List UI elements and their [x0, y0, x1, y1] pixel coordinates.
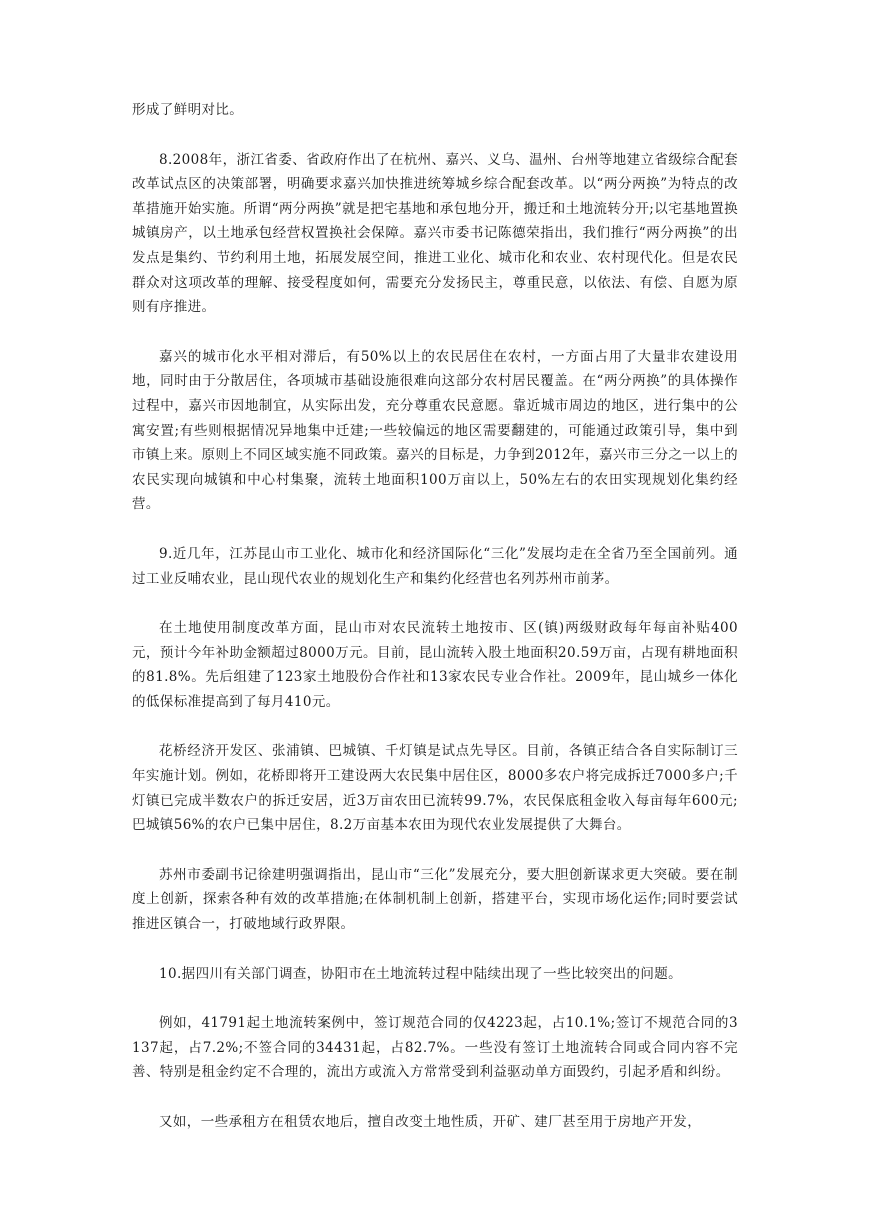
paragraph-item-9: 9.近几年，江苏昆山市工业化、城市化和经济国际化“三化”发展均走在全省乃至全国前列。通过工业反哺农业，昆山现代农业的规划化生产和集约化经营也名列苏州市前茅。 [132, 545, 738, 587]
paragraph-jiaxing: 嘉兴的城市化水平相对滞后，有50%以上的农民居住在农村，一方面占用了大量非农建设用地，同时由于分散居住，各项城市基础设施很难向这部分农村居民覆盖。在“两分两换”的具体操作过程中，嘉兴市因地制宜，从实际出发，充分尊重农民意愿。靠近城市周边的地区，进行集中的公寓安置;有些则根据情况异地集中迁建;一些较偏远的地区需要翻建的，可能通过政策引导，集中到市镇上来。原则上不同区域实施不同政策。嘉兴的目标是，力争到2012年，嘉兴市三分之一以上的农民实现向城镇和中心村集聚，流转土地面积100万亩以上，50%左右的农田实现规划化集约经营。 [132, 348, 738, 513]
paragraph-example-land-use: 又如，一些承租方在租赁农地后，擅自改变土地性质，开矿、建厂甚至用于房地产开发， [159, 1114, 702, 1130]
paragraph-continuation: 形成了鲜明对比。 [132, 102, 244, 118]
paragraph-pilot-zones: 花桥经济开发区、张浦镇、巴城镇、千灯镇是试点先导区。目前，各镇正结合各自实际制订三年实施计划。例如，花桥即将开工建设两大农民集中居住区，8000多农户将完成拆迁7000多户;千灯镇已完成半数农户的拆迁安居，近3万亩农田已流转99.7%，农民保底租金收入每亩每年600元;巴城镇56%的农户已集中居住，8.2万亩基本农田为现代农业发展提供了大舞台。 [132, 743, 738, 834]
paragraph-item-10: 10.据四川有关部门调查，协阳市在土地流转过程中陆续出现了一些比较突出的问题。 [159, 965, 683, 982]
paragraph-kunshan-land: 在土地使用制度改革方面，昆山市对农民流转土地按市、区(镇)两级财政每年每亩补贴400元，预计今年补助金额超过8000万元。目前，昆山流转入股土地面积20.59万亩，占现有耕地面积的81.8%。先后组建了123家土地股份合作社和13家农民专业合作社。2009年，昆山城乡一体化的低保标准提高到了每月410元。 [132, 620, 738, 710]
paragraph-example-contracts: 例如，41791起土地流转案例中，签订规范合同的仅4223起，占10.1%;签订不规范合同的3137起，占7.2%;不签合同的34431起，占82.7%。一些没有签订土地流转合同或合同内容不完善、特别是租金约定不合理的，流出方或流入方常常受到利益驱动单方面毁约，引起矛盾和纠纷。 [132, 1015, 738, 1081]
document-page [132, 98, 738, 1160]
paragraph-item-8: 8.2008年，浙江省委、省政府作出了在杭州、嘉兴、义乌、温州、台州等地建立省级综合配套改革试点区的决策部署，明确要求嘉兴加快推进统筹城乡综合配套改革。以“两分两换”为特点的改革措施开始实施。所谓“两分两换”就是把宅基地和承包地分开，搬迁和土地流转分开;以宅基地置换城镇房产，以土地承包经营权置换社会保障。嘉兴市委书记陈德荣指出，我们推行“两分两换”的出发点是集约、节约利用土地，拓展发展空间，推进工业化、城市化和农业、农村现代化。但是农民群众对这项改革的理解、接受程度如何，需要充分发扬民主，尊重民意，以依法、有偿、自愿为原则有序推进。 [132, 151, 738, 316]
paragraph-suzhou-secretary: 苏州市委副书记徐建明强调指出，昆山市“三化”发展充分，要大胆创新谋求更大突破。要在制度上创新，探索各种有效的改革措施;在体制机制上创新，搭建平台，实现市场化运作;同时要尝试推进区镇合一，打破地域行政界限。 [132, 866, 738, 933]
